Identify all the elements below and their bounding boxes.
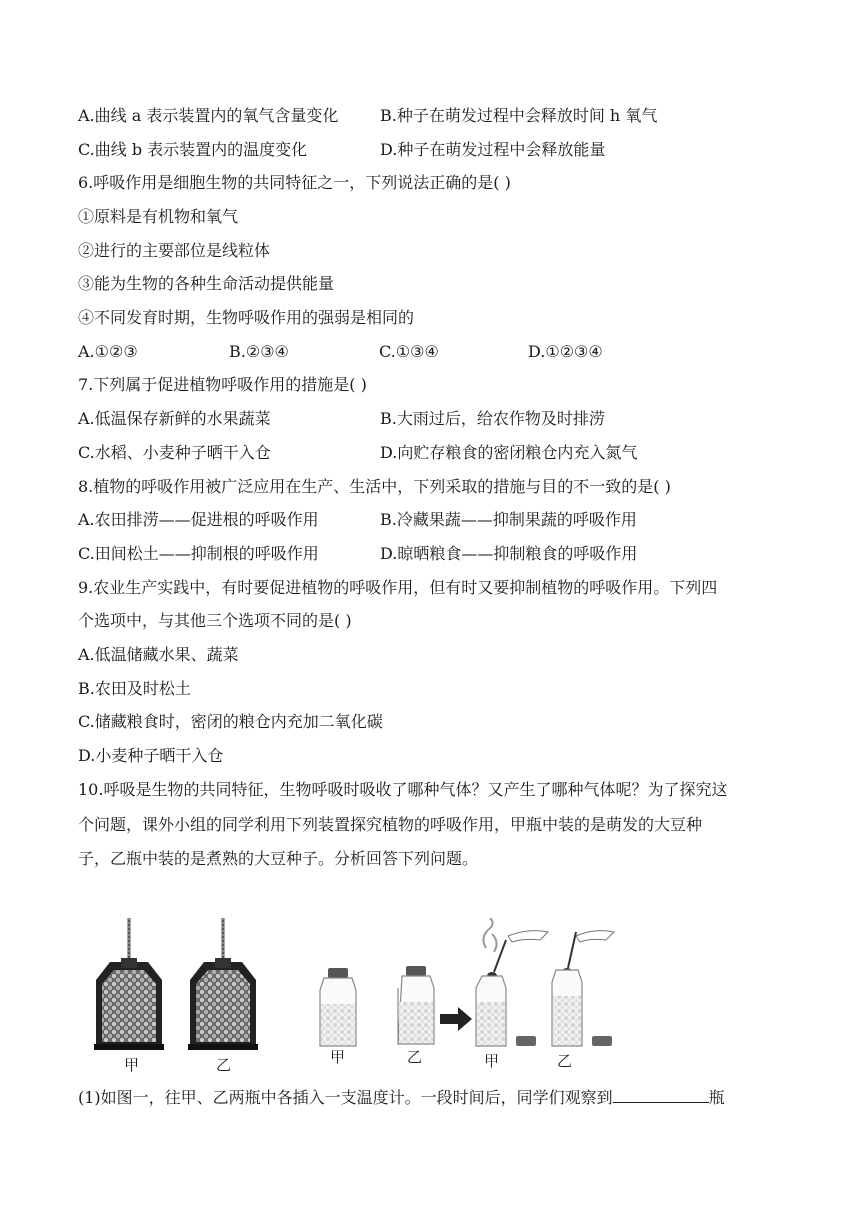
q5-option-b: B.种子在萌发过程中会释放时间 h 氧气 (380, 106, 658, 125)
q6-statement-3: ③能为生物的各种生命活动提供能量 (78, 274, 335, 293)
q10-line3: 子，乙瓶中装的是煮熟的大豆种子。分析回答下列问题。 (78, 849, 479, 868)
glass-jar-3-with-candle (476, 918, 548, 1046)
q8-option-b: B.冷藏果蔬——抑制果蔬的呼吸作用 (380, 510, 637, 529)
q6-option-b: B.②③④ (229, 342, 289, 361)
q6-statement-1: ①原料是有机物和氧气 (78, 207, 239, 226)
thermos-flask-2 (188, 918, 258, 1050)
figure-label-yi-1: 乙 (216, 1056, 232, 1074)
q5-option-a: A.曲线 a 表示装置内的氧气含量变化 (78, 106, 339, 125)
glass-jar-1 (320, 968, 356, 1046)
q7-option-d: D.向贮存粮食的密闭粮仓内充入氮气 (380, 443, 638, 462)
q9-option-d: D.小麦种子晒干入仓 (78, 746, 224, 765)
glass-jar-2 (398, 966, 434, 1044)
q10-sub1-text: (1)如图一，往甲、乙两瓶中各插入一支温度计。一段时间后，同学们观察到 (78, 1088, 613, 1107)
q10-line1: 10.呼吸是生物的共同特征，生物呼吸时吸收了哪种气体？又产生了哪种气体呢？为了探究这 (78, 780, 728, 799)
q8-stem: 8.植物的呼吸作用被广泛应用在生产、生活中，下列采取的措施与目的不一致的是( ) (78, 477, 671, 496)
q5-option-c: C.曲线 b 表示装置内的温度变化 (78, 140, 308, 159)
q9-option-c: C.储藏粮食时，密闭的粮仓内充加二氧化碳 (78, 712, 383, 731)
experiment-figure (88, 918, 628, 1078)
q10-sub1-tail: 瓶 (708, 1088, 725, 1107)
figure-label-yi-2: 乙 (407, 1048, 423, 1066)
arrow-right-icon (440, 1007, 472, 1031)
figure-label-yi-3: 乙 (557, 1052, 573, 1070)
q8-option-c: C.田间松土——抑制根的呼吸作用 (78, 544, 319, 563)
q7-option-b: B.大雨过后，给农作物及时排涝 (380, 409, 605, 428)
q9-stem-line1: 9.农业生产实践中，有时要促进植物的呼吸作用，但有时又要抑制植物的呼吸作用。下列四 (78, 578, 718, 597)
figure-label-jia-3: 甲 (484, 1052, 500, 1070)
q9-stem-line2: 个选项中，与其他三个选项不同的是( ) (78, 611, 352, 630)
q6-option-c: C.①③④ (379, 342, 439, 361)
q6-statement-4: ④不同发育时期，生物呼吸作用的强弱是相同的 (78, 308, 415, 327)
q10-sub1 (78, 1088, 725, 1108)
q7-option-a: A.低温保存新鲜的水果蔬菜 (78, 409, 271, 428)
q6-statement-2: ②进行的主要部位是线粒体 (78, 241, 271, 260)
answer-blank[interactable] (613, 1088, 709, 1103)
q8-option-d: D.晾晒粮食——抑制粮食的呼吸作用 (380, 544, 638, 563)
glass-jar-4-with-candle (552, 931, 614, 1046)
q5-option-d: D.种子在萌发过程中会释放能量 (380, 140, 606, 159)
q6-option-a: A.①②③ (78, 342, 138, 361)
experiment-illustration (88, 918, 628, 1078)
q6-option-d: D.①②③④ (528, 342, 603, 361)
q9-option-a: A.低温储藏水果、蔬菜 (78, 645, 239, 664)
q9-option-b: B.农田及时松土 (78, 679, 191, 698)
q8-option-a: A.农田排涝——促进根的呼吸作用 (78, 510, 319, 529)
thermos-flask-1 (94, 918, 164, 1050)
q6-stem: 6.呼吸作用是细胞生物的共同特征之一，下列说法正确的是( ) (78, 173, 511, 192)
q10-line2: 个问题，课外小组的同学利用下列装置探究植物的呼吸作用，甲瓶中装的是萌发的大豆种 (78, 815, 703, 834)
q7-option-c: C.水稻、小麦种子晒干入仓 (78, 443, 271, 462)
figure-label-jia-2: 甲 (330, 1048, 346, 1066)
figure-label-jia-1: 甲 (124, 1056, 140, 1074)
q7-stem: 7.下列属于促进植物呼吸作用的措施是( ) (78, 375, 367, 394)
